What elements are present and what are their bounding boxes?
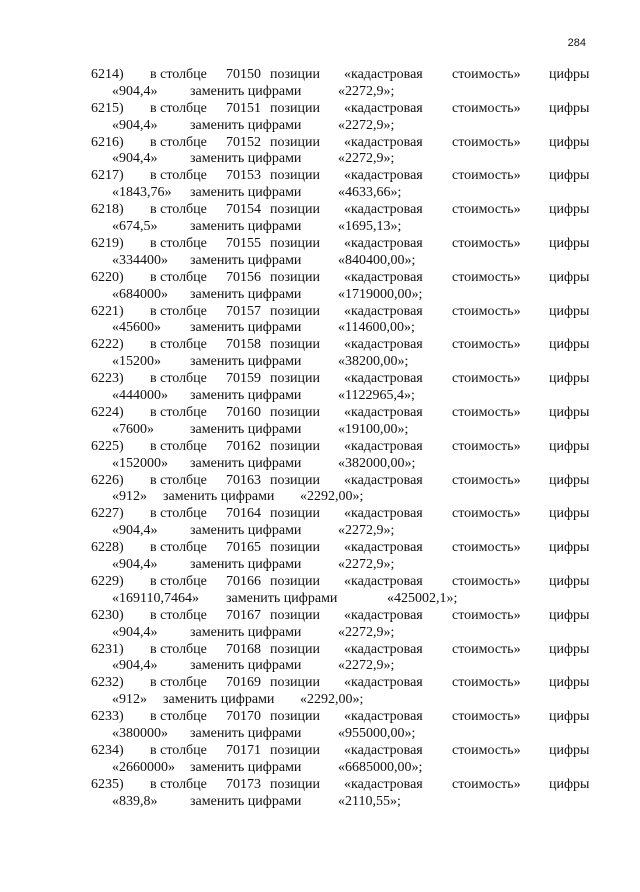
cadastral-text: «кадастровая: [344, 269, 423, 285]
new-value: «4633,66»;: [338, 185, 402, 201]
digits-text: цифры: [549, 472, 590, 488]
in-column-text: в столбце: [150, 404, 207, 420]
value-text: стоимость»: [452, 269, 521, 285]
old-value: «674,5»: [112, 219, 158, 235]
cadastral-text: «кадастровая: [344, 100, 423, 116]
list-item: [0, 100, 640, 134]
digits-text: цифры: [549, 235, 590, 251]
column-number: 70157: [226, 303, 261, 319]
cadastral-text: «кадастровая: [344, 573, 423, 589]
cadastral-text: «кадастровая: [344, 438, 423, 454]
value-text: стоимость»: [452, 67, 521, 82]
list-item: [0, 167, 640, 201]
new-value: «6685000,00»;: [338, 759, 423, 775]
column-number: 70154: [226, 202, 261, 218]
in-column-text: в столбце: [150, 776, 207, 792]
replace-text: заменить цифрами: [190, 185, 302, 201]
value-text: стоимость»: [452, 404, 521, 420]
new-value: «2272,9»;: [338, 624, 395, 640]
value-text: стоимость»: [452, 235, 521, 251]
replace-text: заменить цифрами: [190, 455, 302, 471]
cadastral-text: «кадастровая: [344, 742, 423, 758]
item-number: 6225): [91, 438, 124, 454]
replace-text: заменить цифрами: [190, 759, 302, 775]
page-number: 284: [567, 37, 586, 49]
in-column-text: в столбце: [150, 337, 207, 353]
replace-text: заменить цифрами: [190, 320, 302, 336]
value-text: стоимость»: [452, 202, 521, 218]
replace-text: заменить цифрами: [190, 117, 302, 133]
digits-text: цифры: [549, 641, 590, 657]
digits-text: цифры: [549, 168, 590, 184]
new-value: «2272,9»;: [338, 658, 395, 674]
list-item: [0, 66, 640, 100]
replace-text: заменить цифрами: [190, 354, 302, 370]
replace-text: заменить цифрами: [190, 151, 302, 167]
position-text: позиции: [270, 438, 320, 454]
new-value: «425002,1»;: [387, 590, 458, 606]
cadastral-text: «кадастровая: [344, 67, 423, 82]
value-text: стоимость»: [452, 742, 521, 758]
replace-text: заменить цифрами: [190, 252, 302, 268]
digits-text: цифры: [549, 742, 590, 758]
digits-text: цифры: [549, 506, 590, 522]
digits-text: цифры: [549, 709, 590, 725]
column-number: 70170: [226, 709, 261, 725]
cadastral-text: «кадастровая: [344, 641, 423, 657]
list-item: [0, 472, 640, 506]
cadastral-text: «кадастровая: [344, 371, 423, 387]
item-number: 6214): [91, 67, 124, 82]
new-value: «1122965,4»;: [338, 388, 415, 404]
item-number: 6226): [91, 472, 124, 488]
digits-text: цифры: [549, 134, 590, 150]
in-column-text: в столбце: [150, 235, 207, 251]
new-value: «2292,00»;: [300, 692, 364, 708]
new-value: «382000,00»;: [338, 455, 416, 471]
old-value: «912»: [112, 489, 147, 505]
column-number: 70165: [226, 540, 261, 556]
old-value: «904,4»: [112, 151, 158, 167]
new-value: «19100,00»;: [338, 421, 409, 437]
digits-text: цифры: [549, 540, 590, 556]
digits-text: цифры: [549, 607, 590, 623]
in-column-text: в столбце: [150, 709, 207, 725]
column-number: 70151: [226, 100, 261, 116]
cadastral-text: «кадастровая: [344, 506, 423, 522]
column-number: 70150: [226, 67, 261, 82]
new-value: «114600,00»;: [338, 320, 415, 336]
replace-text: заменить цифрами: [190, 219, 302, 235]
new-value: «955000,00»;: [338, 726, 416, 742]
item-number: 6221): [91, 303, 124, 319]
old-value: «904,4»: [112, 523, 158, 539]
list-item: [0, 539, 640, 573]
position-text: позиции: [270, 540, 320, 556]
in-column-text: в столбце: [150, 202, 207, 218]
position-text: позиции: [270, 134, 320, 150]
column-number: 70162: [226, 438, 261, 454]
old-value: «45600»: [112, 320, 161, 336]
cadastral-text: «кадастровая: [344, 607, 423, 623]
new-value: «840400,00»;: [338, 252, 416, 268]
value-text: стоимость»: [452, 438, 521, 454]
position-text: позиции: [270, 675, 320, 691]
in-column-text: в столбце: [150, 100, 207, 116]
in-column-text: в столбце: [150, 675, 207, 691]
column-number: 70171: [226, 742, 261, 758]
item-number: 6224): [91, 404, 124, 420]
column-number: 70153: [226, 168, 261, 184]
position-text: позиции: [270, 742, 320, 758]
item-number: 6228): [91, 540, 124, 556]
position-text: позиции: [270, 776, 320, 792]
item-number: 6223): [91, 371, 124, 387]
replace-text: заменить цифрами: [190, 557, 302, 573]
replace-text: заменить цифрами: [190, 793, 302, 809]
value-text: стоимость»: [452, 540, 521, 556]
item-number: 6227): [91, 506, 124, 522]
old-value: «7600»: [112, 421, 154, 437]
old-value: «904,4»: [112, 557, 158, 573]
replace-text: заменить цифрами: [190, 658, 302, 674]
value-text: стоимость»: [452, 168, 521, 184]
list-item: [0, 438, 640, 472]
in-column-text: в столбце: [150, 303, 207, 319]
value-text: стоимость»: [452, 134, 521, 150]
digits-text: цифры: [549, 67, 590, 82]
cadastral-text: «кадастровая: [344, 337, 423, 353]
list-item: [0, 776, 640, 810]
replace-text: заменить цифрами: [163, 489, 275, 505]
position-text: позиции: [270, 404, 320, 420]
item-number: 6217): [91, 168, 124, 184]
new-value: «2292,00»;: [300, 489, 364, 505]
replace-text: заменить цифрами: [163, 692, 275, 708]
digits-text: цифры: [549, 438, 590, 454]
item-number: 6220): [91, 269, 124, 285]
digits-text: цифры: [549, 303, 590, 319]
digits-text: цифры: [549, 269, 590, 285]
cadastral-text: «кадастровая: [344, 168, 423, 184]
item-number: 6235): [91, 776, 124, 792]
digits-text: цифры: [549, 337, 590, 353]
old-value: «152000»: [112, 455, 168, 471]
list-item: [0, 573, 640, 607]
cadastral-text: «кадастровая: [344, 472, 423, 488]
in-column-text: в столбце: [150, 67, 207, 82]
column-number: 70159: [226, 371, 261, 387]
cadastral-text: «кадастровая: [344, 134, 423, 150]
column-number: 70166: [226, 573, 261, 589]
new-value: «2272,9»;: [338, 151, 395, 167]
position-text: позиции: [270, 269, 320, 285]
old-value: «912»: [112, 692, 147, 708]
old-value: «169110,7464»: [112, 590, 199, 606]
cadastral-text: «кадастровая: [344, 303, 423, 319]
value-text: стоимость»: [452, 573, 521, 589]
new-value: «2110,55»;: [338, 793, 401, 809]
cadastral-text: «кадастровая: [344, 675, 423, 691]
old-value: «839,8»: [112, 793, 158, 809]
digits-text: цифры: [549, 371, 590, 387]
value-text: стоимость»: [452, 337, 521, 353]
position-text: позиции: [270, 709, 320, 725]
column-number: 70160: [226, 404, 261, 420]
in-column-text: в столбце: [150, 472, 207, 488]
old-value: «2660000»: [112, 759, 175, 775]
column-number: 70173: [226, 776, 261, 792]
old-value: «684000»: [112, 286, 168, 302]
value-text: стоимость»: [452, 607, 521, 623]
item-number: 6231): [91, 641, 124, 657]
value-text: стоимость»: [452, 303, 521, 319]
cadastral-text: «кадастровая: [344, 709, 423, 725]
digits-text: цифры: [549, 675, 590, 691]
old-value: «380000»: [112, 726, 168, 742]
item-number: 6222): [91, 337, 124, 353]
replace-text: заменить цифрами: [190, 421, 302, 437]
in-column-text: в столбце: [150, 438, 207, 454]
position-text: позиции: [270, 641, 320, 657]
item-number: 6216): [91, 134, 124, 150]
new-value: «1719000,00»;: [338, 286, 423, 302]
position-text: позиции: [270, 573, 320, 589]
in-column-text: в столбце: [150, 168, 207, 184]
column-number: 70152: [226, 134, 261, 150]
position-text: позиции: [270, 337, 320, 353]
old-value: «1843,76»: [112, 185, 172, 201]
cadastral-text: «кадастровая: [344, 404, 423, 420]
old-value: «904,4»: [112, 83, 158, 99]
replace-text: заменить цифрами: [190, 388, 302, 404]
column-number: 70168: [226, 641, 261, 657]
new-value: «2272,9»;: [338, 83, 395, 99]
list-item: [0, 708, 640, 742]
list-item: [0, 641, 640, 675]
position-text: позиции: [270, 235, 320, 251]
column-number: 70163: [226, 472, 261, 488]
new-value: «38200,00»;: [338, 354, 409, 370]
replace-text: заменить цифрами: [190, 83, 302, 99]
column-number: 70164: [226, 506, 261, 522]
position-text: позиции: [270, 472, 320, 488]
position-text: позиции: [270, 607, 320, 623]
replace-text: заменить цифрами: [190, 523, 302, 539]
item-number: 6234): [91, 742, 124, 758]
new-value: «2272,9»;: [338, 557, 395, 573]
item-number: 6230): [91, 607, 124, 623]
in-column-text: в столбце: [150, 134, 207, 150]
column-number: 70156: [226, 269, 261, 285]
replace-text: заменить цифрами: [190, 624, 302, 640]
value-text: стоимость»: [452, 100, 521, 116]
in-column-text: в столбце: [150, 573, 207, 589]
digits-text: цифры: [549, 100, 590, 116]
old-value: «904,4»: [112, 117, 158, 133]
position-text: позиции: [270, 303, 320, 319]
value-text: стоимость»: [452, 472, 521, 488]
value-text: стоимость»: [452, 776, 521, 792]
value-text: стоимость»: [452, 675, 521, 691]
list-item: [0, 404, 640, 438]
item-number: 6229): [91, 573, 124, 589]
digits-text: цифры: [549, 202, 590, 218]
value-text: стоимость»: [452, 371, 521, 387]
new-value: «2272,9»;: [338, 117, 395, 133]
cadastral-text: «кадастровая: [344, 235, 423, 251]
list-item: [0, 607, 640, 641]
list-item: [0, 674, 640, 708]
item-number: 6215): [91, 100, 124, 116]
old-value: «15200»: [112, 354, 161, 370]
list-item: [0, 134, 640, 168]
list-item: [0, 370, 640, 404]
new-value: «1695,13»;: [338, 219, 402, 235]
position-text: позиции: [270, 67, 320, 82]
replace-text: заменить цифрами: [190, 286, 302, 302]
item-number: 6218): [91, 202, 124, 218]
column-number: 70158: [226, 337, 261, 353]
item-number: 6232): [91, 675, 124, 691]
old-value: «904,4»: [112, 658, 158, 674]
column-number: 70169: [226, 675, 261, 691]
in-column-text: в столбце: [150, 607, 207, 623]
position-text: позиции: [270, 100, 320, 116]
amendment-list: [0, 66, 640, 810]
list-item: [0, 303, 640, 337]
value-text: стоимость»: [452, 709, 521, 725]
value-text: стоимость»: [452, 641, 521, 657]
position-text: позиции: [270, 168, 320, 184]
item-number: 6233): [91, 709, 124, 725]
list-item: [0, 336, 640, 370]
item-number: 6219): [91, 235, 124, 251]
position-text: позиции: [270, 371, 320, 387]
in-column-text: в столбце: [150, 641, 207, 657]
digits-text: цифры: [549, 573, 590, 589]
list-item: [0, 235, 640, 269]
position-text: позиции: [270, 506, 320, 522]
column-number: 70167: [226, 607, 261, 623]
list-item: [0, 269, 640, 303]
cadastral-text: «кадастровая: [344, 202, 423, 218]
in-column-text: в столбце: [150, 540, 207, 556]
list-item: [0, 201, 640, 235]
replace-text: заменить цифрами: [226, 590, 338, 606]
old-value: «904,4»: [112, 624, 158, 640]
position-text: позиции: [270, 202, 320, 218]
digits-text: цифры: [549, 776, 590, 792]
column-number: 70155: [226, 235, 261, 251]
new-value: «2272,9»;: [338, 523, 395, 539]
value-text: стоимость»: [452, 506, 521, 522]
list-item: [0, 742, 640, 776]
in-column-text: в столбце: [150, 506, 207, 522]
in-column-text: в столбце: [150, 269, 207, 285]
in-column-text: в столбце: [150, 742, 207, 758]
old-value: «444000»: [112, 388, 168, 404]
old-value: «334400»: [112, 252, 168, 268]
replace-text: заменить цифрами: [190, 726, 302, 742]
in-column-text: в столбце: [150, 371, 207, 387]
list-item: [0, 505, 640, 539]
cadastral-text: «кадастровая: [344, 776, 423, 792]
cadastral-text: «кадастровая: [344, 540, 423, 556]
digits-text: цифры: [549, 404, 590, 420]
